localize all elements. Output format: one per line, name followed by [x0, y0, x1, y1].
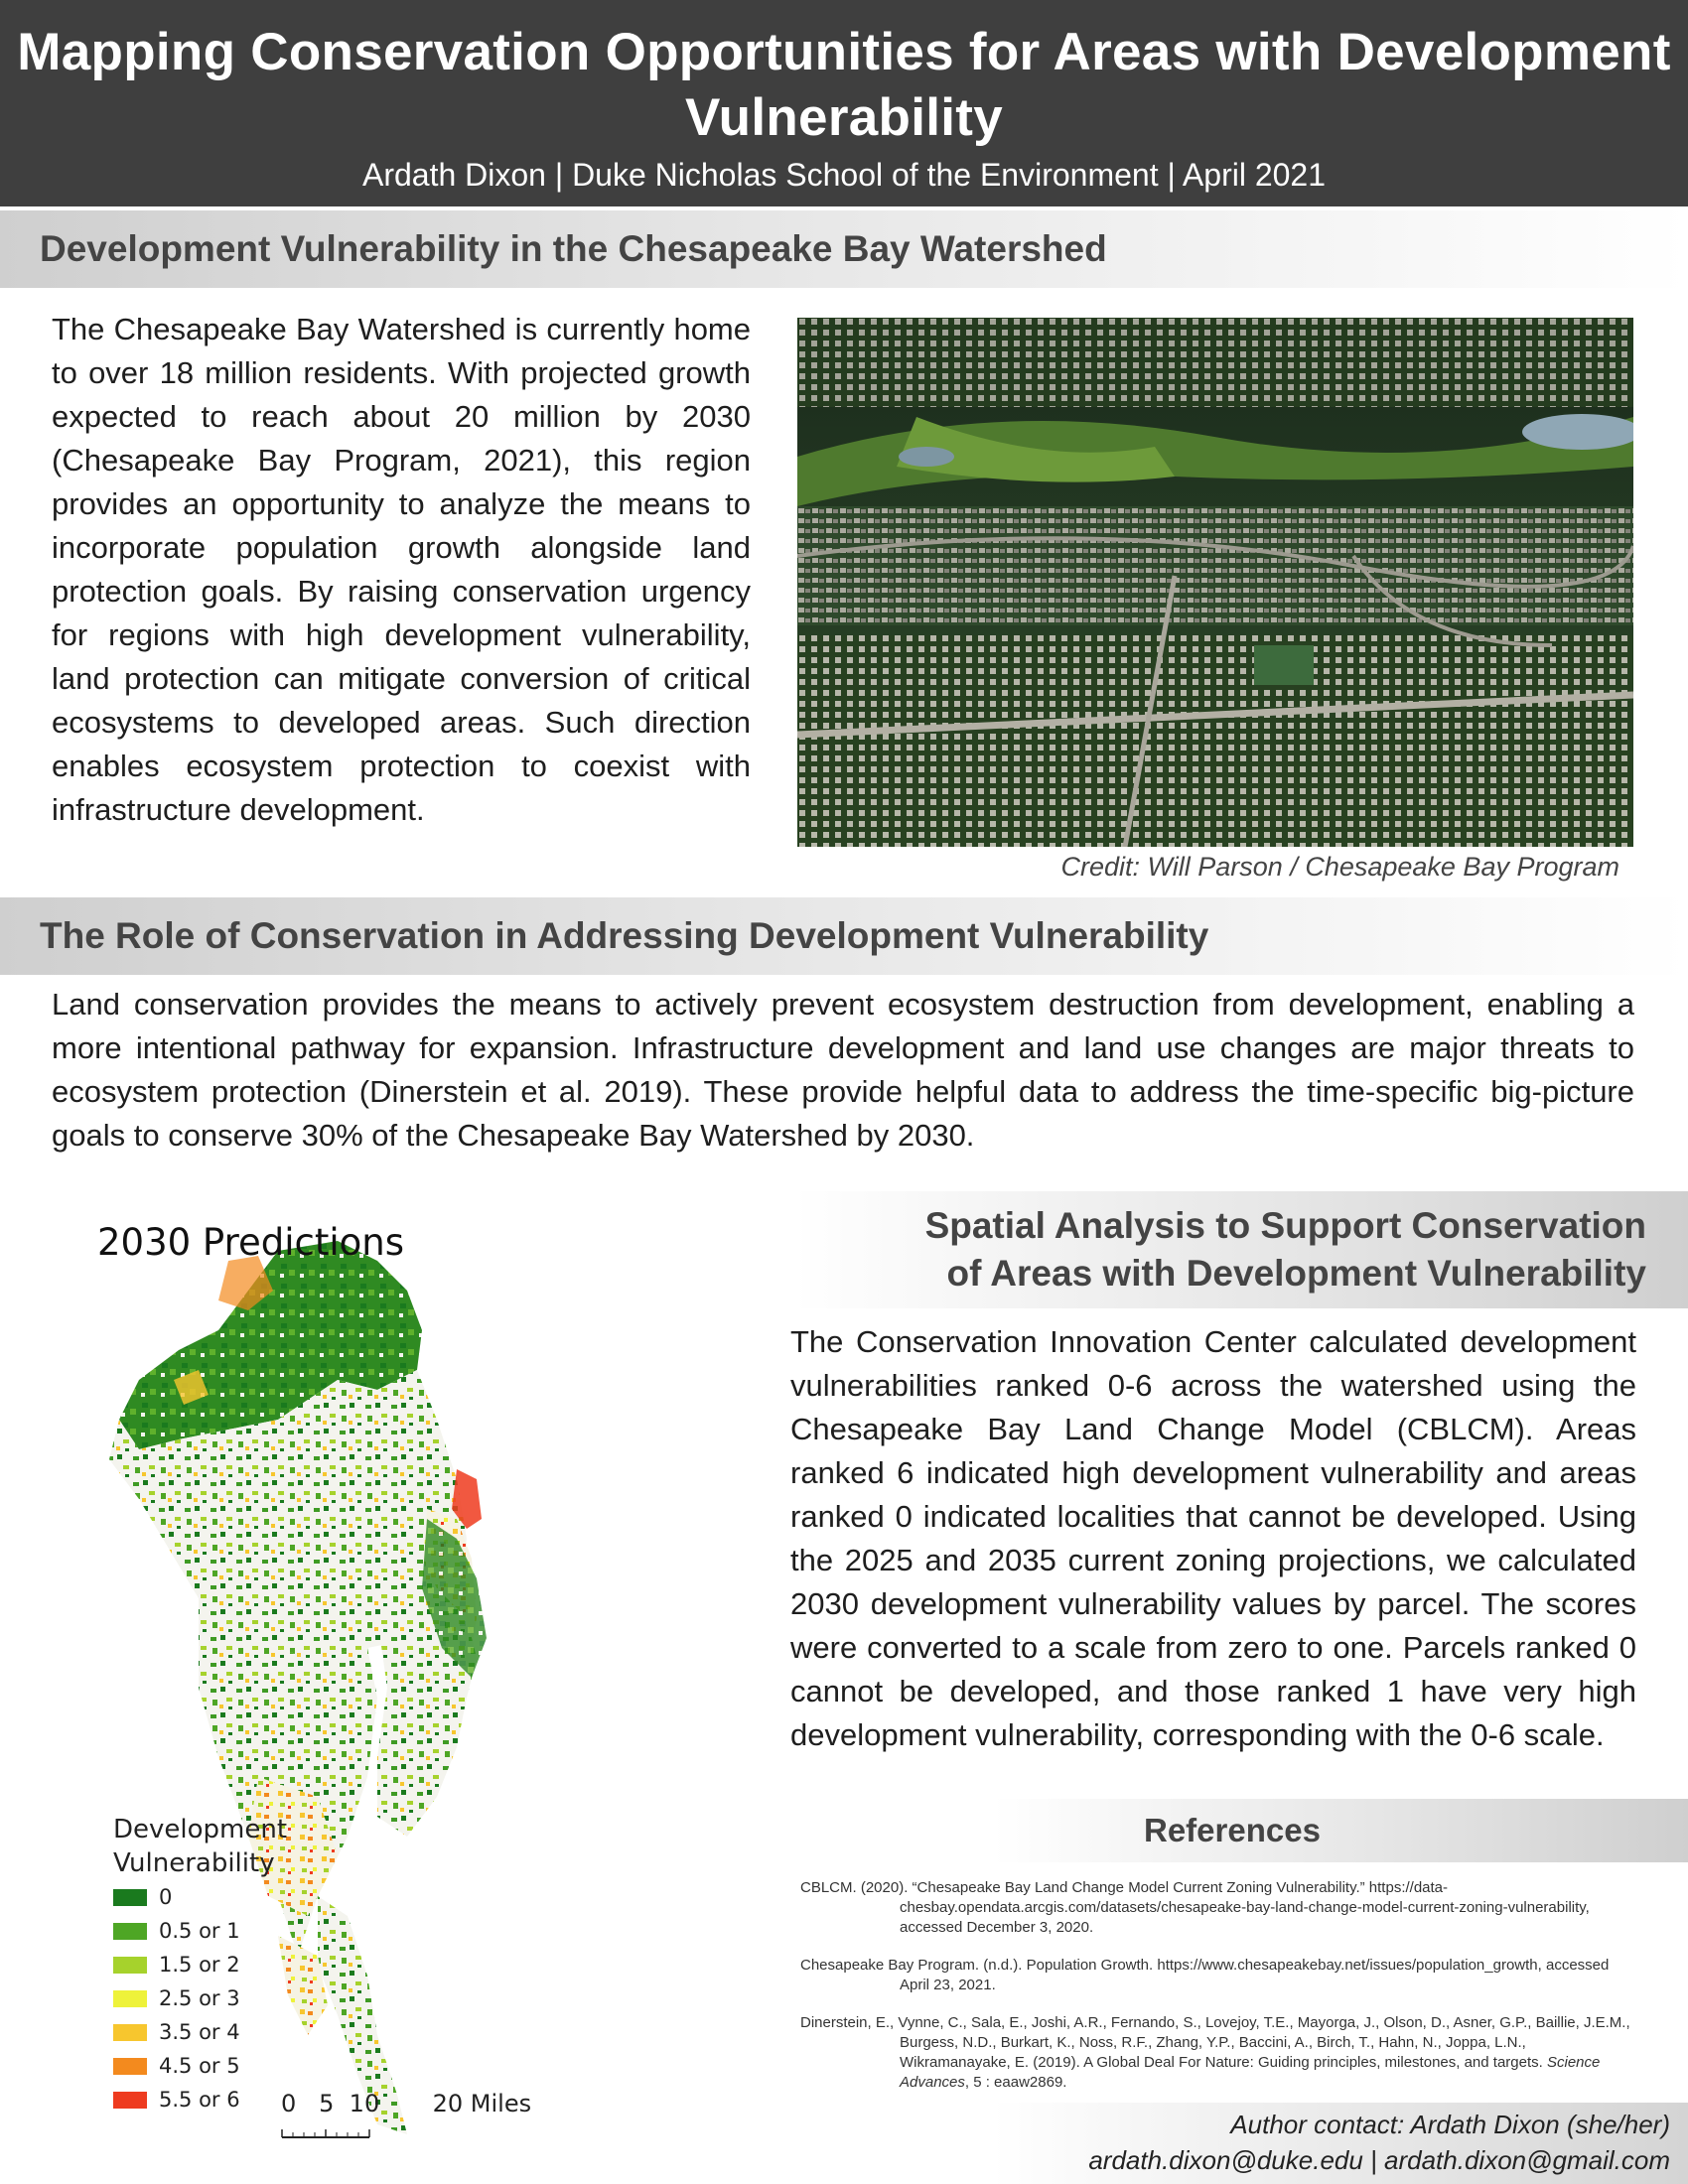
heading-line-2: of Areas with Development Vulnerability [946, 1253, 1646, 1294]
map-scale-bar [281, 2090, 531, 2145]
poster-title: Mapping Conservation Opportunities for Areas with Development Vulnerability [17, 23, 1671, 147]
references-list [800, 1878, 1640, 2111]
section-heading-vulnerability: Development Vulnerability in the Chesapeake Bay Watershed [40, 228, 1107, 269]
reference-item: Chesapeake Bay Program. (n.d.). Population Growth. https://www.chesapeakebay.net/issues/population_growth, accessed April 23, 2021. [800, 1957, 1610, 1993]
legend-swatch [113, 2058, 147, 2075]
legend-title-line2: Vulnerability [113, 1848, 275, 1878]
legend-label: 1.5 or 2 [159, 1953, 240, 1977]
legend-item [113, 1914, 287, 1948]
legend-swatch [113, 2092, 147, 2109]
reference-item: CBLCM. (2020). “Chesapeake Bay Land Change Model Current Zoning Vulnerability.” https://data-chesbay.opendata.arcgis.com/datasets/chesapeake-bay-land-change-model-current-zoning-vulnerability, accessed December 3, 2020. [800, 1879, 1590, 1936]
heading-line-1: Spatial Analysis to Support Conservation [924, 1205, 1646, 1246]
aerial-suburb-photo [797, 318, 1633, 847]
scale-ticks [281, 2127, 370, 2139]
section-heading-spatial-analysis [925, 1202, 1646, 1297]
reference-volume: , 5 : eaaw2869. [964, 2074, 1067, 2091]
legend-swatch [113, 1889, 147, 1906]
legend-item [113, 2049, 287, 2083]
legend-label: 0.5 or 1 [159, 1919, 240, 1943]
legend-label: 0 [159, 1885, 173, 1909]
author-contact [993, 2103, 1688, 2184]
aerial-photo-graphic [797, 318, 1633, 847]
legend-item [113, 1981, 287, 2015]
legend-label: 3.5 or 4 [159, 2020, 240, 2044]
legend-item [113, 1880, 287, 1914]
photo-credit: Credit: Will Parson / Chesapeake Bay Program [1060, 852, 1619, 882]
legend-label: 2.5 or 3 [159, 1986, 240, 2010]
spatial-analysis-paragraph: The Conservation Innovation Center calculated development vulnerabilities ranked 0-6 across the watershed using the Chesapeake Bay Land Change Model (CBLCM). Areas ranked 6 indicated high development vulnerability and areas ranked 0 indicated localities that cannot be developed. Using the 2025 and 2035 current zoning projections, we calculated 2030 development vulnerability values by parcel. The scores were converted to a scale from zero to one. Parcels ranked 0 cannot be developed, and those ranked 1 have very high development vulnerability, corresponding with the 0-6 scale. [790, 1324, 1636, 1752]
conservation-paragraph: Land conservation provides the means to actively prevent ecosystem destruction from development, enabling a more intentional pathway for expansion. Infrastructure development and land use changes are major threats to ecosystem protection (Dinerstein et al. 2019). These provide helpful data to address the time-specific big-picture goals to conserve 30% of the Chesapeake Bay Watershed by 2030. [52, 987, 1634, 1153]
legend-title-line1: Development [113, 1815, 288, 1844]
references-heading-band [993, 1799, 1688, 1862]
legend-item [113, 1948, 287, 1981]
section-heading-role-of-conservation: The Role of Conservation in Addressing Development Vulnerability [40, 915, 1209, 956]
references-heading: References [1144, 1812, 1321, 1848]
legend-item [113, 2015, 287, 2049]
legend-swatch [113, 2024, 147, 2041]
section-heading-band [0, 210, 1688, 288]
reference-authors: Dinerstein, E., Vynne, C., Sala, E., Joshi, A.R., Fernando, S., Lovejoy, T.E., Mayorga, J., Olson, D., Asner, G.P., Baillie, J.E.M., Burgess, N.D., Burkart, K., Noss, R.F., Zhang, Y.P., Baccini, A., Birch, T., Hahn, N., Joppa, L.N., Wikramanayake, E. (2019). A Global Deal For Nature: Guiding principles, milestones, and targets. [800, 2014, 1630, 2071]
legend-label: 4.5 or 5 [159, 2054, 240, 2078]
map-title: 2030 Predictions [97, 1221, 405, 1264]
legend-swatch [113, 1923, 147, 1940]
legend-item [113, 2083, 287, 2116]
section-heading-band [0, 897, 1688, 975]
section-heading-band [794, 1191, 1688, 1308]
legend-swatch [113, 1957, 147, 1974]
contact-name: Author contact: Ardath Dixon (she/her) [1230, 2110, 1670, 2139]
map-legend [113, 1813, 287, 2116]
reference-item [800, 2013, 1640, 2093]
legend-label: 5.5 or 6 [159, 2088, 240, 2112]
author-byline: Ardath Dixon | Duke Nicholas School of the Environment | April 2021 [361, 157, 1327, 193]
poster-header [0, 0, 1688, 206]
legend-swatch [113, 1990, 147, 2007]
intro-paragraph: The Chesapeake Bay Watershed is currently home to over 18 million residents. With projected growth expected to reach about 20 million by 2030 (Chesapeake Bay Program, 2021), this region provides an opportunity to analyze the means to incorporate population growth alongside land protection goals. By raising conservation urgency for regions with high development vulnerability, land protection can mitigate conversion of critical ecosystems to developed areas. Such direction enables ecosystem protection to coexist with infrastructure development. [52, 312, 751, 827]
scale-label: 0 5 10 20 Miles [281, 2090, 532, 2117]
contact-emails: ardath.dixon@duke.edu | ardath.dixon@gmail.com [1088, 2145, 1670, 2175]
reference-journal: Science Advances [900, 2054, 1601, 2091]
